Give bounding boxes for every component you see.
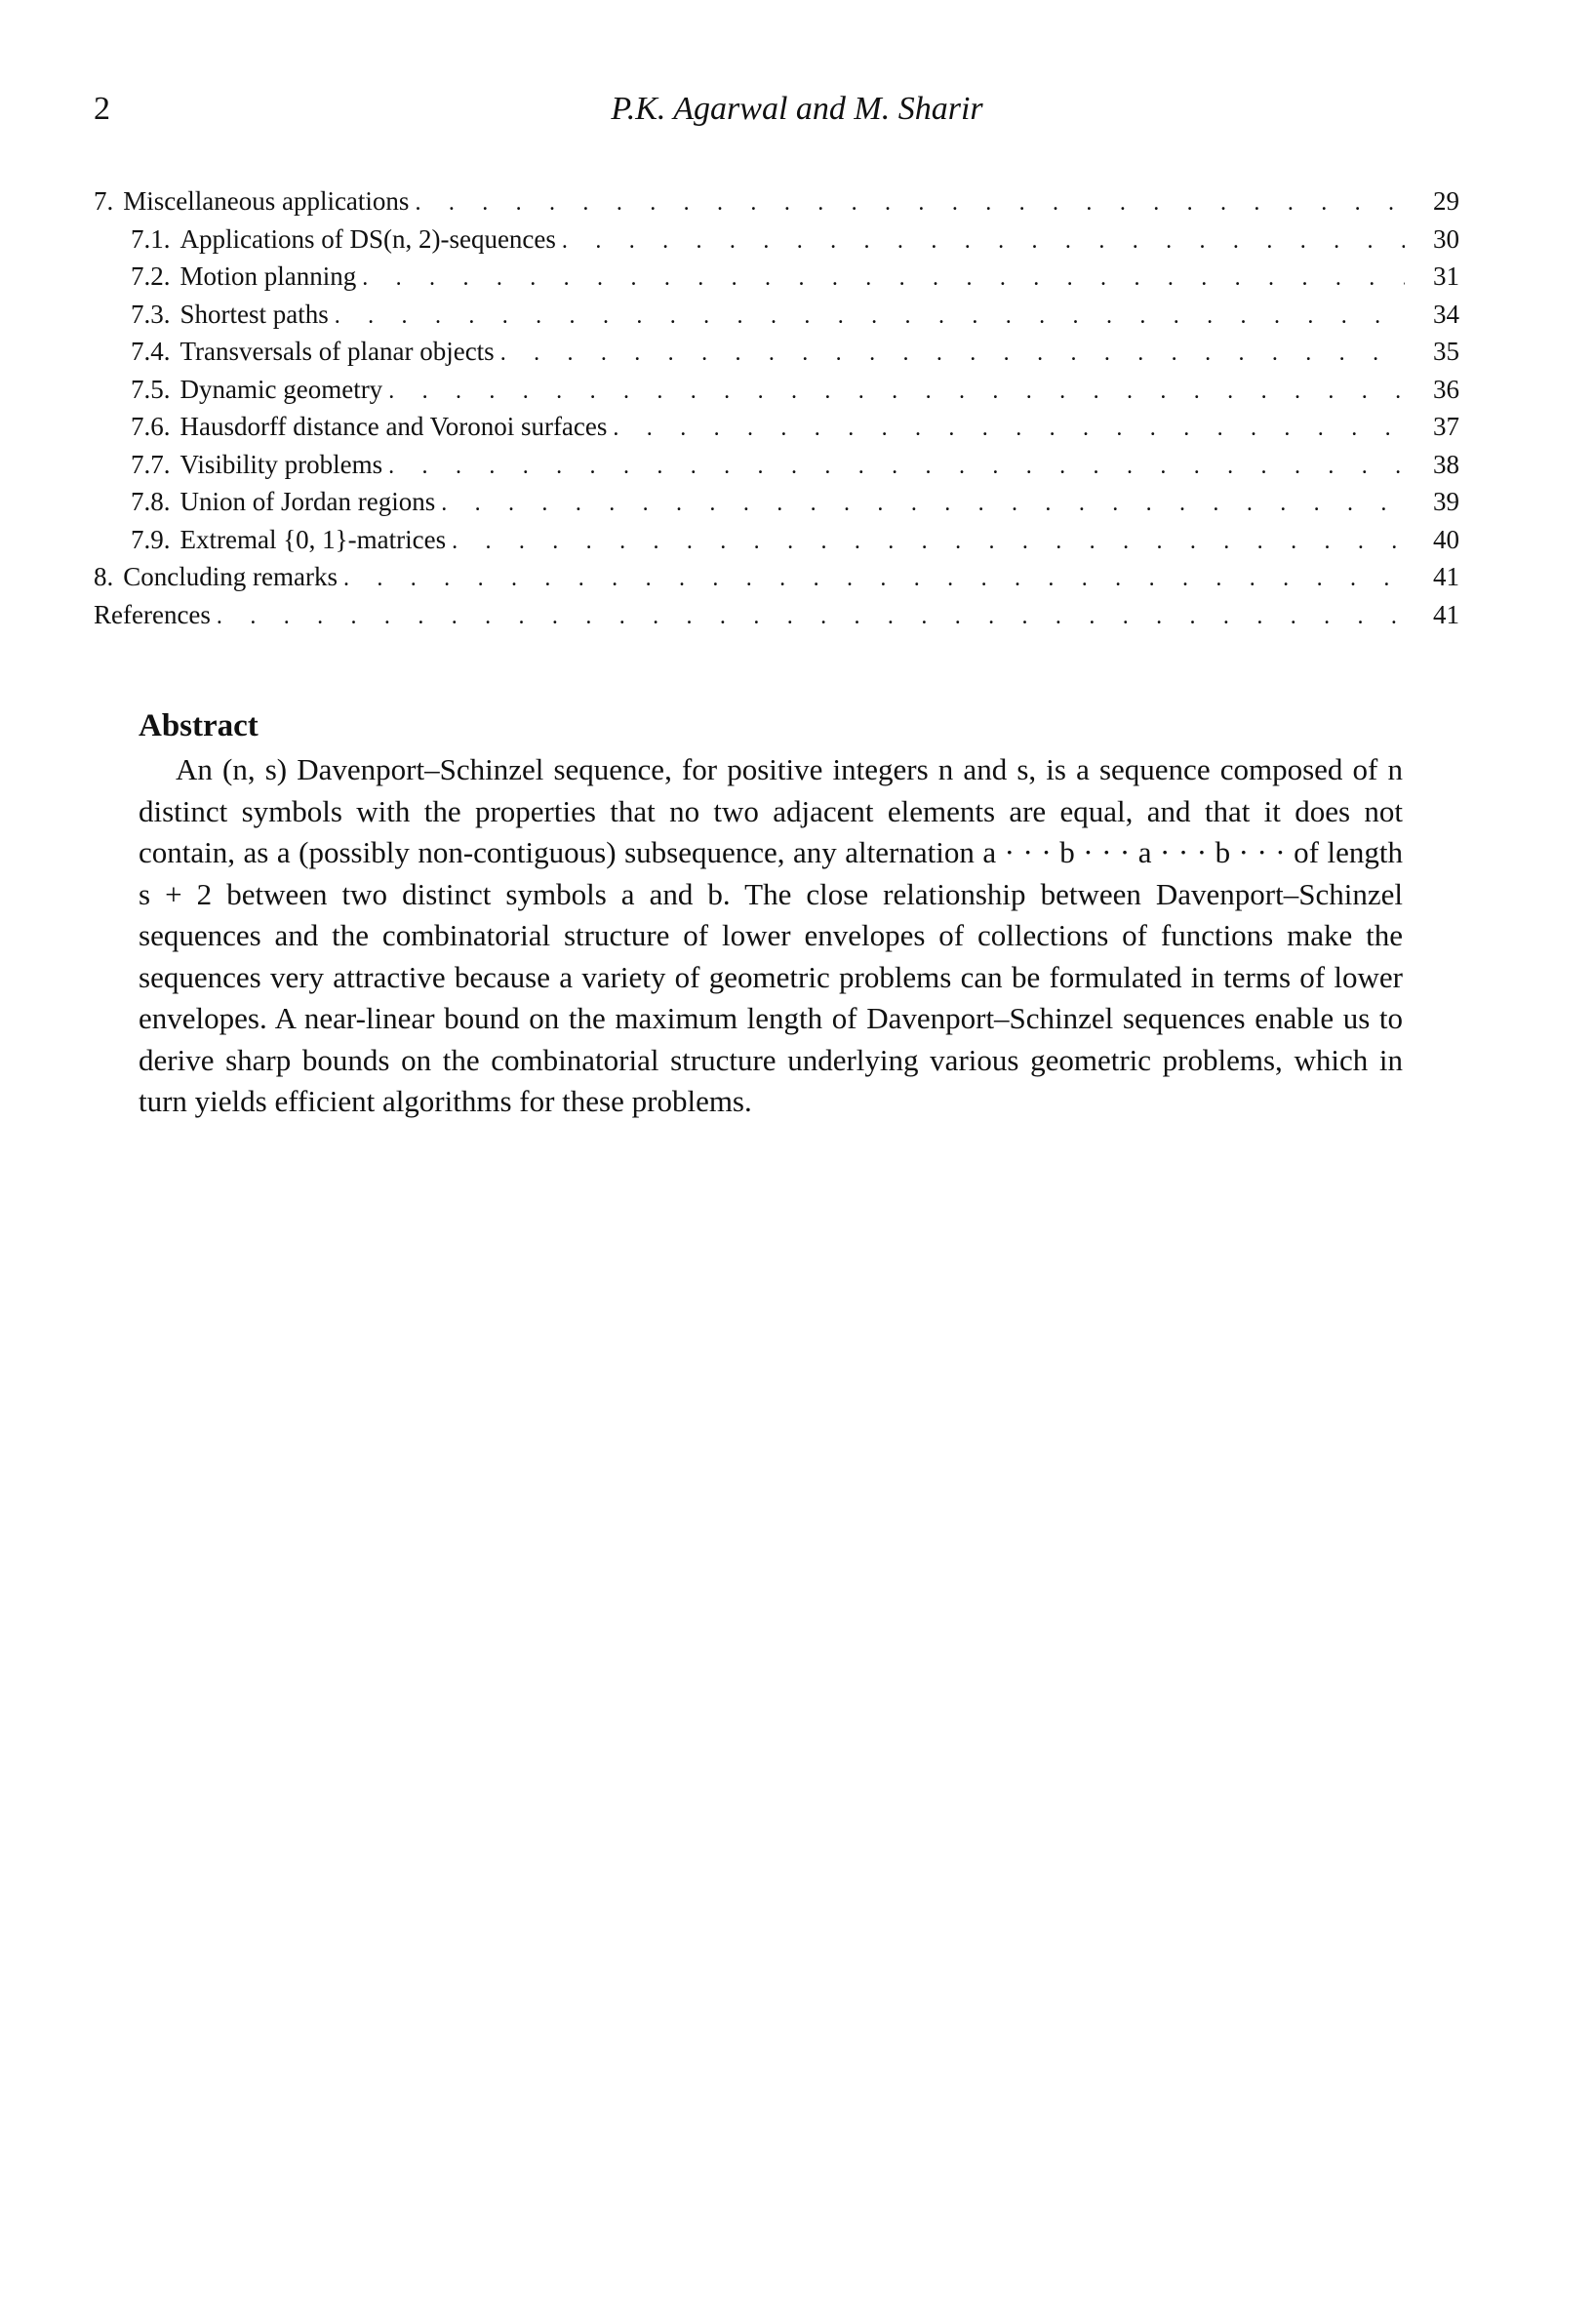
toc-title: Dynamic geometry bbox=[179, 374, 383, 404]
toc-entry bbox=[94, 371, 1459, 409]
toc-number: 7.9. bbox=[131, 524, 171, 554]
toc-leader-dots bbox=[217, 598, 1405, 634]
running-head: P.K. Agarwal and M. Sharir bbox=[611, 91, 983, 127]
toc-page-number: 29 bbox=[1433, 186, 1459, 216]
abstract-heading: Abstract bbox=[139, 708, 259, 743]
toc-leader-dots bbox=[388, 373, 1405, 409]
toc-page-number: 36 bbox=[1433, 374, 1459, 404]
toc-number: 7.3. bbox=[131, 299, 171, 329]
toc-page-number: 34 bbox=[1433, 299, 1459, 329]
toc-entry bbox=[94, 220, 1459, 259]
toc-page-number: 35 bbox=[1433, 337, 1459, 366]
toc-entry bbox=[94, 596, 1459, 634]
toc-number: 8. bbox=[94, 562, 114, 591]
toc-leader-dots bbox=[613, 410, 1405, 446]
toc-leader-dots bbox=[441, 485, 1405, 521]
toc-page-number: 41 bbox=[1433, 562, 1459, 591]
toc-title: Miscellaneous applications bbox=[123, 186, 410, 216]
toc-page-number: 39 bbox=[1433, 487, 1459, 516]
toc-number: 7.2. bbox=[131, 261, 171, 291]
toc-page-number: 37 bbox=[1433, 412, 1459, 441]
toc-entry bbox=[94, 446, 1459, 484]
toc-leader-dots bbox=[415, 184, 1405, 220]
toc-entry bbox=[94, 333, 1459, 371]
toc-entry bbox=[94, 182, 1459, 220]
toc-entry bbox=[94, 558, 1459, 596]
toc-page-number: 38 bbox=[1433, 449, 1459, 479]
page-number: 2 bbox=[94, 91, 110, 127]
toc-number: 7.1. bbox=[131, 223, 171, 254]
toc-entry bbox=[94, 408, 1459, 446]
toc-title: Applications of DS(n, 2)-sequences bbox=[179, 223, 556, 254]
toc-leader-dots bbox=[343, 560, 1405, 596]
toc-leader-dots bbox=[362, 260, 1405, 296]
toc-number: 7.7. bbox=[131, 449, 171, 479]
toc-title: Union of Jordan regions bbox=[179, 487, 436, 516]
toc-number: 7.5. bbox=[131, 374, 171, 404]
toc-title: Hausdorff distance and Voronoi surfaces bbox=[179, 412, 608, 441]
toc-number: 7.6. bbox=[131, 412, 171, 441]
toc-leader-dots bbox=[500, 335, 1405, 371]
toc-leader-dots bbox=[388, 448, 1405, 484]
toc-number: 7.8. bbox=[131, 487, 171, 516]
toc-entry bbox=[94, 258, 1459, 296]
toc-entry bbox=[94, 296, 1459, 334]
toc-page-number: 30 bbox=[1433, 223, 1459, 254]
abstract-text: An (n, s) Davenport–Schinzel sequence, for positive integers n and s, is a sequence composed of n distinct symbols with the properties that no two adjacent elements are equal, and that it does not contain, as a (possibly non-contiguous) subsequence, any alternation a · · · b · · · a · · · b · · · of length s + 2 between two distinct symbols a and b. The close relationship between Davenport–Schinzel sequences and the combinatorial structure of lower envelopes of collections of functions make the sequences very attractive because a variety of geometric problems can be formulated in terms of lower envelopes. A near-linear bound on the maximum length of Davenport–Schinzel sequences enable us to derive sharp bounds on the combinatorial structure underlying various geometric problems, which in turn yields efficient algorithms for these problems. bbox=[139, 752, 1403, 1118]
toc-title: References bbox=[94, 599, 211, 629]
toc-title: Motion planning bbox=[179, 261, 357, 291]
toc-title: Concluding remarks bbox=[123, 562, 338, 591]
toc-leader-dots bbox=[452, 523, 1405, 559]
toc-leader-dots bbox=[562, 222, 1405, 259]
toc-title: Transversals of planar objects bbox=[179, 337, 495, 366]
toc-page-number: 40 bbox=[1433, 524, 1459, 554]
table-of-contents bbox=[94, 182, 1459, 633]
toc-title: Visibility problems bbox=[179, 449, 383, 479]
toc-number: 7. bbox=[94, 186, 114, 216]
toc-leader-dots bbox=[335, 298, 1405, 334]
toc-title: Shortest paths bbox=[179, 299, 329, 329]
toc-number: 7.4. bbox=[131, 337, 171, 366]
toc-title: Extremal {0, 1}-matrices bbox=[179, 524, 447, 554]
toc-entry bbox=[94, 483, 1459, 521]
toc-page-number: 41 bbox=[1433, 599, 1459, 629]
toc-page-number: 31 bbox=[1433, 261, 1459, 291]
toc-entry bbox=[94, 521, 1459, 559]
